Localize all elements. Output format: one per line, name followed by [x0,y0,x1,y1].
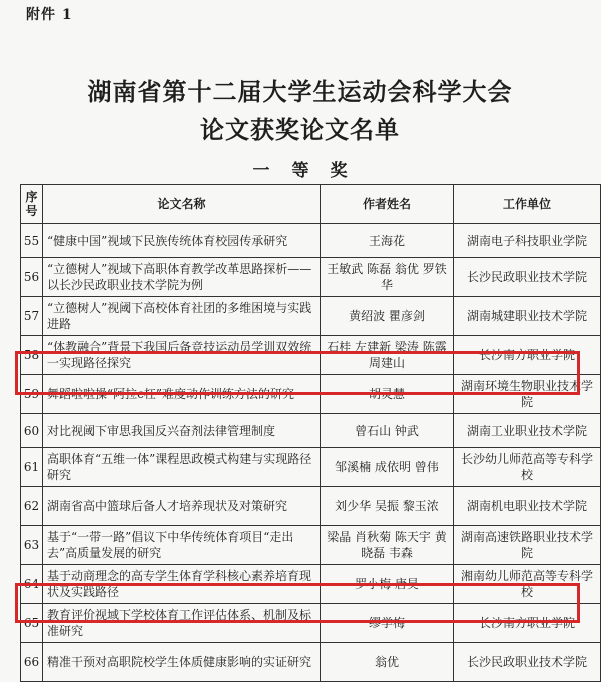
row-authors: 缪学梅 [321,604,454,643]
row-title: 高职体育“五维一体”课程思政模式构建与实现路径研究 [43,448,321,487]
table-row [21,336,601,375]
table-row [21,258,601,297]
table-row [21,526,601,565]
row-authors: 王敏武 陈磊 翁优 罗铁华 [321,258,454,297]
row-seq: 61 [21,448,43,487]
row-authors: 石桂 左建新 梁涛 陈露 周建山 [321,336,454,375]
table-row [21,375,601,414]
row-unit: 湖南高速铁路职业技术学院 [454,526,601,565]
row-title: 教育评价视域下学校体育工作评估体系、机制及标准研究 [43,604,321,643]
row-seq: 60 [21,414,43,448]
table-row [21,604,601,643]
award-table [20,184,601,682]
row-seq: 63 [21,526,43,565]
row-unit: 湖南机电职业技术学院 [454,487,601,526]
row-unit: 长沙民政职业技术学院 [454,643,601,682]
row-seq: 62 [21,487,43,526]
header-authors: 作者姓名 [321,185,454,224]
row-authors: 翁优 [321,643,454,682]
row-seq: 56 [21,258,43,297]
row-authors: 王海花 [321,224,454,258]
row-authors: 罗小梅 唐昊 [321,565,454,604]
row-unit: 湖南电子科技职业学院 [454,224,601,258]
award-table-container [20,184,600,669]
row-unit: 长沙南方职业学院 [454,604,601,643]
row-title: “立德树人”视阈下高校体育社团的多维困境与实践进路 [43,297,321,336]
row-seq: 64 [21,565,43,604]
row-authors: 胡灵慧 [321,375,454,414]
table-header-row [21,185,601,224]
table-body [21,224,601,682]
award-level-heading: 一等奖 [252,161,370,181]
row-unit: 湖南工业职业技术学院 [454,414,601,448]
row-seq: 57 [21,297,43,336]
row-unit: 长沙民政职业技术学院 [454,258,601,297]
row-unit: 湘南幼儿师范高等专科学校 [454,565,601,604]
table-row [21,565,601,604]
row-title: “立德树人”视域下高职体育教学改革思路探析——以长沙民政职业技术学院为例 [43,258,321,297]
row-authors: 梁晶 肖秋菊 陈天宇 黄晓磊 韦森 [321,526,454,565]
row-seq: 55 [21,224,43,258]
header-unit: 工作单位 [454,185,601,224]
table-row [21,414,601,448]
row-seq: 66 [21,643,43,682]
table-row [21,297,601,336]
attachment-label: 附件 1 [26,7,73,23]
row-title: 基于“一带一路”倡议下中华传统体育项目“走出去”高质量发展的研究 [43,526,321,565]
table-row [21,487,601,526]
row-authors: 刘少华 吴振 黎玉浓 [321,487,454,526]
row-title: 对比视阈下审思我国反兴奋剂法律管理制度 [43,414,321,448]
row-authors: 曾石山 钟武 [321,414,454,448]
table-row [21,643,601,682]
row-seq: 59 [21,375,43,414]
header-seq: 序号 [21,185,43,224]
row-authors: 黄绍波 瞿彦剑 [321,297,454,336]
document-title-line2: 论文获奖论文名单 [200,115,400,144]
row-title: 湖南省高中篮球后备人才培养现状及对策研究 [43,487,321,526]
row-unit: 长沙南方职业学院 [454,336,601,375]
row-title: 舞蹈啦啦操“阿拉c杠”难度动作训练方法的研究 [43,375,321,414]
row-title: 基于动商理念的高专学生体育学科核心素养培育现状及实践路径 [43,565,321,604]
row-unit: 长沙幼儿师范高等专科学校 [454,448,601,487]
row-title: “健康中国”视域下民族传统体育校园传承研究 [43,224,321,258]
row-unit: 湖南城建职业技术学院 [454,297,601,336]
row-authors: 邹溪楠 成依明 曾伟 [321,448,454,487]
row-unit: 湖南环境生物职业技术学院 [454,375,601,414]
document-title-line1: 湖南省第十二届大学生运动会科学大会 [87,77,513,106]
table-row [21,448,601,487]
header-title: 论文名称 [43,185,321,224]
row-seq: 58 [21,336,43,375]
row-seq: 65 [21,604,43,643]
table-row [21,224,601,258]
row-title: “体教融合”背景下我国后备竞技运动员学训双效统一实现路径探究 [43,336,321,375]
row-title: 精准干预对高职院校学生体质健康影响的实证研究 [43,643,321,682]
